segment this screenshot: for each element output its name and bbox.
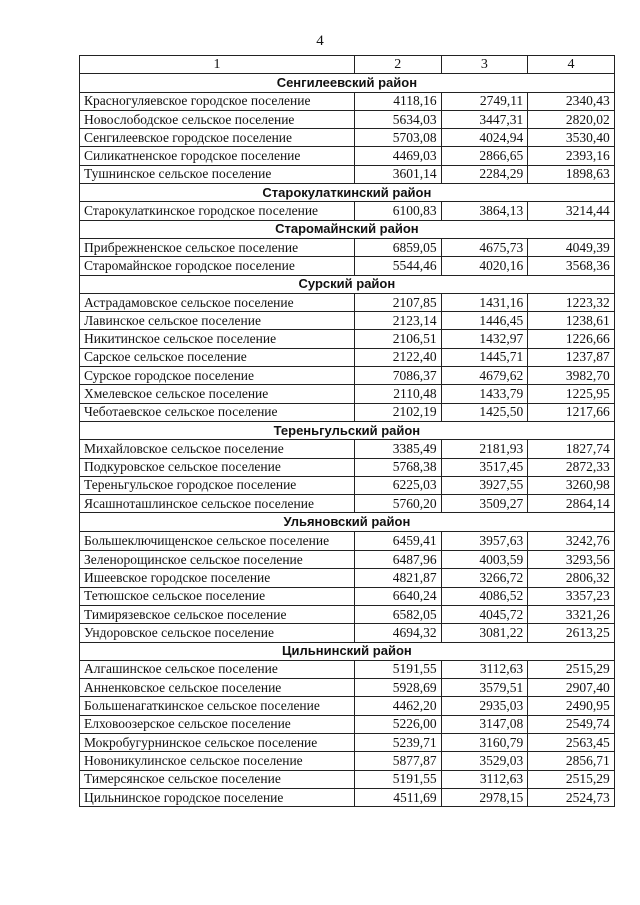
value-col-2: 5760,20 <box>355 495 442 513</box>
value-col-4: 2490,95 <box>528 697 615 715</box>
value-col-3: 3112,63 <box>441 770 528 788</box>
table-row <box>80 330 615 348</box>
settlement-name: Сарское сельское поселение <box>80 348 355 366</box>
value-col-4: 2806,32 <box>528 569 615 587</box>
table-row <box>80 129 615 147</box>
value-col-2: 6459,41 <box>355 531 442 550</box>
settlement-name: Мокробугурнинское сельское поселение <box>80 733 355 751</box>
value-col-3: 4675,73 <box>441 238 528 256</box>
value-col-3: 3112,63 <box>441 660 528 678</box>
value-col-3: 3517,45 <box>441 458 528 476</box>
settlement-name: Старомайнское городское поселение <box>80 257 355 275</box>
value-col-4: 2856,71 <box>528 752 615 770</box>
table-row <box>80 202 615 220</box>
settlement-name: Никитинское сельское поселение <box>80 330 355 348</box>
value-col-3: 3081,22 <box>441 624 528 642</box>
header-row <box>80 56 615 74</box>
value-col-3: 1425,50 <box>441 403 528 421</box>
value-col-4: 2340,43 <box>528 92 615 110</box>
value-col-2: 6100,83 <box>355 202 442 220</box>
value-col-4: 1898,63 <box>528 165 615 183</box>
value-col-4: 2864,14 <box>528 495 615 513</box>
value-col-3: 3927,55 <box>441 476 528 494</box>
header-cell-2: 2 <box>355 56 442 74</box>
table-row <box>80 385 615 403</box>
value-col-3: 1445,71 <box>441 348 528 366</box>
value-col-4: 1226,66 <box>528 330 615 348</box>
value-col-2: 4821,87 <box>355 569 442 587</box>
value-col-4: 3982,70 <box>528 367 615 385</box>
table-row <box>80 440 615 458</box>
table-row <box>80 551 615 569</box>
table-row <box>80 587 615 605</box>
value-col-3: 2749,11 <box>441 92 528 110</box>
table-row <box>80 458 615 476</box>
value-col-4: 2515,29 <box>528 660 615 678</box>
value-col-2: 5634,03 <box>355 110 442 128</box>
value-col-3: 2866,65 <box>441 147 528 165</box>
settlement-name: Подкуровское сельское поселение <box>80 458 355 476</box>
settlement-name: Лавинское сельское поселение <box>80 312 355 330</box>
settlement-name: Ундоровское сельское поселение <box>80 624 355 642</box>
value-col-4: 2549,74 <box>528 715 615 733</box>
table-row <box>80 92 615 110</box>
district-title: Ульяновский район <box>80 513 615 531</box>
page-number: 4 <box>316 33 324 49</box>
table-body <box>80 56 615 807</box>
table-row <box>80 531 615 550</box>
value-col-2: 4694,32 <box>355 624 442 642</box>
table-row <box>80 165 615 183</box>
value-col-2: 2123,14 <box>355 312 442 330</box>
district-title: Сурский район <box>80 275 615 293</box>
district-title: Сенгилеевский район <box>80 74 615 92</box>
district-title: Старомайнский район <box>80 220 615 238</box>
value-col-4: 2907,40 <box>528 679 615 697</box>
value-col-4: 1238,61 <box>528 312 615 330</box>
table-row <box>80 715 615 733</box>
value-col-4: 3293,56 <box>528 551 615 569</box>
settlement-name: Красногуляевское городское поселение <box>80 92 355 110</box>
value-col-2: 6582,05 <box>355 605 442 623</box>
value-col-4: 1237,87 <box>528 348 615 366</box>
value-col-3: 2978,15 <box>441 788 528 806</box>
value-col-2: 5191,55 <box>355 770 442 788</box>
value-col-3: 1431,16 <box>441 293 528 311</box>
table-row <box>80 257 615 275</box>
value-col-2: 2102,19 <box>355 403 442 421</box>
settlement-name: Тереньгульское городское поселение <box>80 476 355 494</box>
header-cell-1: 1 <box>80 56 355 74</box>
value-col-3: 3509,27 <box>441 495 528 513</box>
value-col-4: 2872,33 <box>528 458 615 476</box>
settlement-name: Ишеевское городское поселение <box>80 569 355 587</box>
table-row <box>80 476 615 494</box>
value-col-2: 6225,03 <box>355 476 442 494</box>
value-col-4: 1223,32 <box>528 293 615 311</box>
settlement-name: Тимерсянское сельское поселение <box>80 770 355 788</box>
table-row <box>80 238 615 256</box>
table-row <box>80 679 615 697</box>
header-cell-4: 4 <box>528 56 615 74</box>
value-col-2: 3601,14 <box>355 165 442 183</box>
value-col-3: 2935,03 <box>441 697 528 715</box>
district-row <box>80 184 615 202</box>
settlement-name: Цильнинское городское поселение <box>80 788 355 806</box>
value-col-4: 4049,39 <box>528 238 615 256</box>
value-col-4: 3530,40 <box>528 129 615 147</box>
settlement-name: Тетюшское сельское поселение <box>80 587 355 605</box>
table-row <box>80 312 615 330</box>
district-row <box>80 275 615 293</box>
table-row <box>80 110 615 128</box>
settlement-name: Сенгилеевское городское поселение <box>80 129 355 147</box>
district-row <box>80 421 615 439</box>
value-col-4: 3260,98 <box>528 476 615 494</box>
value-col-2: 6487,96 <box>355 551 442 569</box>
value-col-2: 5239,71 <box>355 733 442 751</box>
table-row <box>80 147 615 165</box>
table-row <box>80 752 615 770</box>
district-title: Старокулаткинский район <box>80 184 615 202</box>
table-row <box>80 788 615 806</box>
value-col-3: 3864,13 <box>441 202 528 220</box>
value-col-2: 2122,40 <box>355 348 442 366</box>
value-col-2: 6859,05 <box>355 238 442 256</box>
value-col-3: 2284,29 <box>441 165 528 183</box>
header-cell-3: 3 <box>441 56 528 74</box>
value-col-4: 3242,76 <box>528 531 615 550</box>
settlement-name: Тушнинское сельское поселение <box>80 165 355 183</box>
settlement-name: Новоникулинское сельское поселение <box>80 752 355 770</box>
value-col-3: 1433,79 <box>441 385 528 403</box>
value-col-4: 3357,23 <box>528 587 615 605</box>
value-col-2: 3385,49 <box>355 440 442 458</box>
value-col-2: 5544,46 <box>355 257 442 275</box>
table-row <box>80 624 615 642</box>
table-row <box>80 605 615 623</box>
value-col-2: 4511,69 <box>355 788 442 806</box>
value-col-3: 4024,94 <box>441 129 528 147</box>
value-col-4: 2524,73 <box>528 788 615 806</box>
value-col-4: 3321,26 <box>528 605 615 623</box>
table-row <box>80 367 615 385</box>
settlement-name: Михайловское сельское поселение <box>80 440 355 458</box>
value-col-2: 2110,48 <box>355 385 442 403</box>
table-row <box>80 770 615 788</box>
value-col-2: 5703,08 <box>355 129 442 147</box>
settlement-name: Зеленорощинское сельское поселение <box>80 551 355 569</box>
settlement-name: Большенагаткинское сельское поселение <box>80 697 355 715</box>
district-row <box>80 220 615 238</box>
settlement-name: Елховоозерское сельское поселение <box>80 715 355 733</box>
value-col-2: 5928,69 <box>355 679 442 697</box>
value-col-4: 2563,45 <box>528 733 615 751</box>
value-col-2: 2107,85 <box>355 293 442 311</box>
value-col-3: 3147,08 <box>441 715 528 733</box>
data-table <box>79 55 615 807</box>
table-row <box>80 403 615 421</box>
table-row <box>80 660 615 678</box>
value-col-2: 4118,16 <box>355 92 442 110</box>
district-row <box>80 74 615 92</box>
table-row <box>80 495 615 513</box>
value-col-2: 2106,51 <box>355 330 442 348</box>
value-col-4: 3214,44 <box>528 202 615 220</box>
district-title: Тереньгульский район <box>80 421 615 439</box>
value-col-4: 2393,16 <box>528 147 615 165</box>
settlement-name: Старокулаткинское городское поселение <box>80 202 355 220</box>
district-row <box>80 513 615 531</box>
settlement-name: Ясашноташлинское сельское поселение <box>80 495 355 513</box>
table-row <box>80 733 615 751</box>
settlement-name: Тимирязевское сельское поселение <box>80 605 355 623</box>
value-col-2: 6640,24 <box>355 587 442 605</box>
value-col-3: 4086,52 <box>441 587 528 605</box>
value-col-4: 3568,36 <box>528 257 615 275</box>
value-col-3: 3160,79 <box>441 733 528 751</box>
value-col-3: 4045,72 <box>441 605 528 623</box>
table-row <box>80 697 615 715</box>
value-col-2: 7086,37 <box>355 367 442 385</box>
settlement-name: Хмелевское сельское поселение <box>80 385 355 403</box>
table-row <box>80 348 615 366</box>
table-row <box>80 293 615 311</box>
settlement-name: Новослободское сельское поселение <box>80 110 355 128</box>
value-col-3: 4003,59 <box>441 551 528 569</box>
value-col-4: 1827,74 <box>528 440 615 458</box>
value-col-4: 2515,29 <box>528 770 615 788</box>
district-row <box>80 642 615 660</box>
value-col-4: 1225,95 <box>528 385 615 403</box>
settlement-name: Большеключищенское сельское поселение <box>80 531 355 550</box>
value-col-2: 5877,87 <box>355 752 442 770</box>
value-col-3: 3957,63 <box>441 531 528 550</box>
settlement-name: Астрадамовское сельское поселение <box>80 293 355 311</box>
settlement-name: Силикатненское городское поселение <box>80 147 355 165</box>
value-col-3: 3266,72 <box>441 569 528 587</box>
value-col-2: 5191,55 <box>355 660 442 678</box>
value-col-4: 2613,25 <box>528 624 615 642</box>
settlement-name: Анненковское сельское поселение <box>80 679 355 697</box>
value-col-3: 1432,97 <box>441 330 528 348</box>
value-col-3: 4020,16 <box>441 257 528 275</box>
table-row <box>80 569 615 587</box>
value-col-3: 3579,51 <box>441 679 528 697</box>
value-col-3: 3447,31 <box>441 110 528 128</box>
value-col-2: 5768,38 <box>355 458 442 476</box>
value-col-3: 2181,93 <box>441 440 528 458</box>
value-col-2: 5226,00 <box>355 715 442 733</box>
settlement-name: Чеботаевское сельское поселение <box>80 403 355 421</box>
value-col-4: 2820,02 <box>528 110 615 128</box>
value-col-3: 4679,62 <box>441 367 528 385</box>
value-col-4: 1217,66 <box>528 403 615 421</box>
settlement-name: Сурское городское поселение <box>80 367 355 385</box>
settlement-name: Алгашинское сельское поселение <box>80 660 355 678</box>
value-col-2: 4462,20 <box>355 697 442 715</box>
value-col-2: 4469,03 <box>355 147 442 165</box>
value-col-3: 3529,03 <box>441 752 528 770</box>
district-title: Цильнинский район <box>80 642 615 660</box>
value-col-3: 1446,45 <box>441 312 528 330</box>
settlement-name: Прибрежненское сельское поселение <box>80 238 355 256</box>
